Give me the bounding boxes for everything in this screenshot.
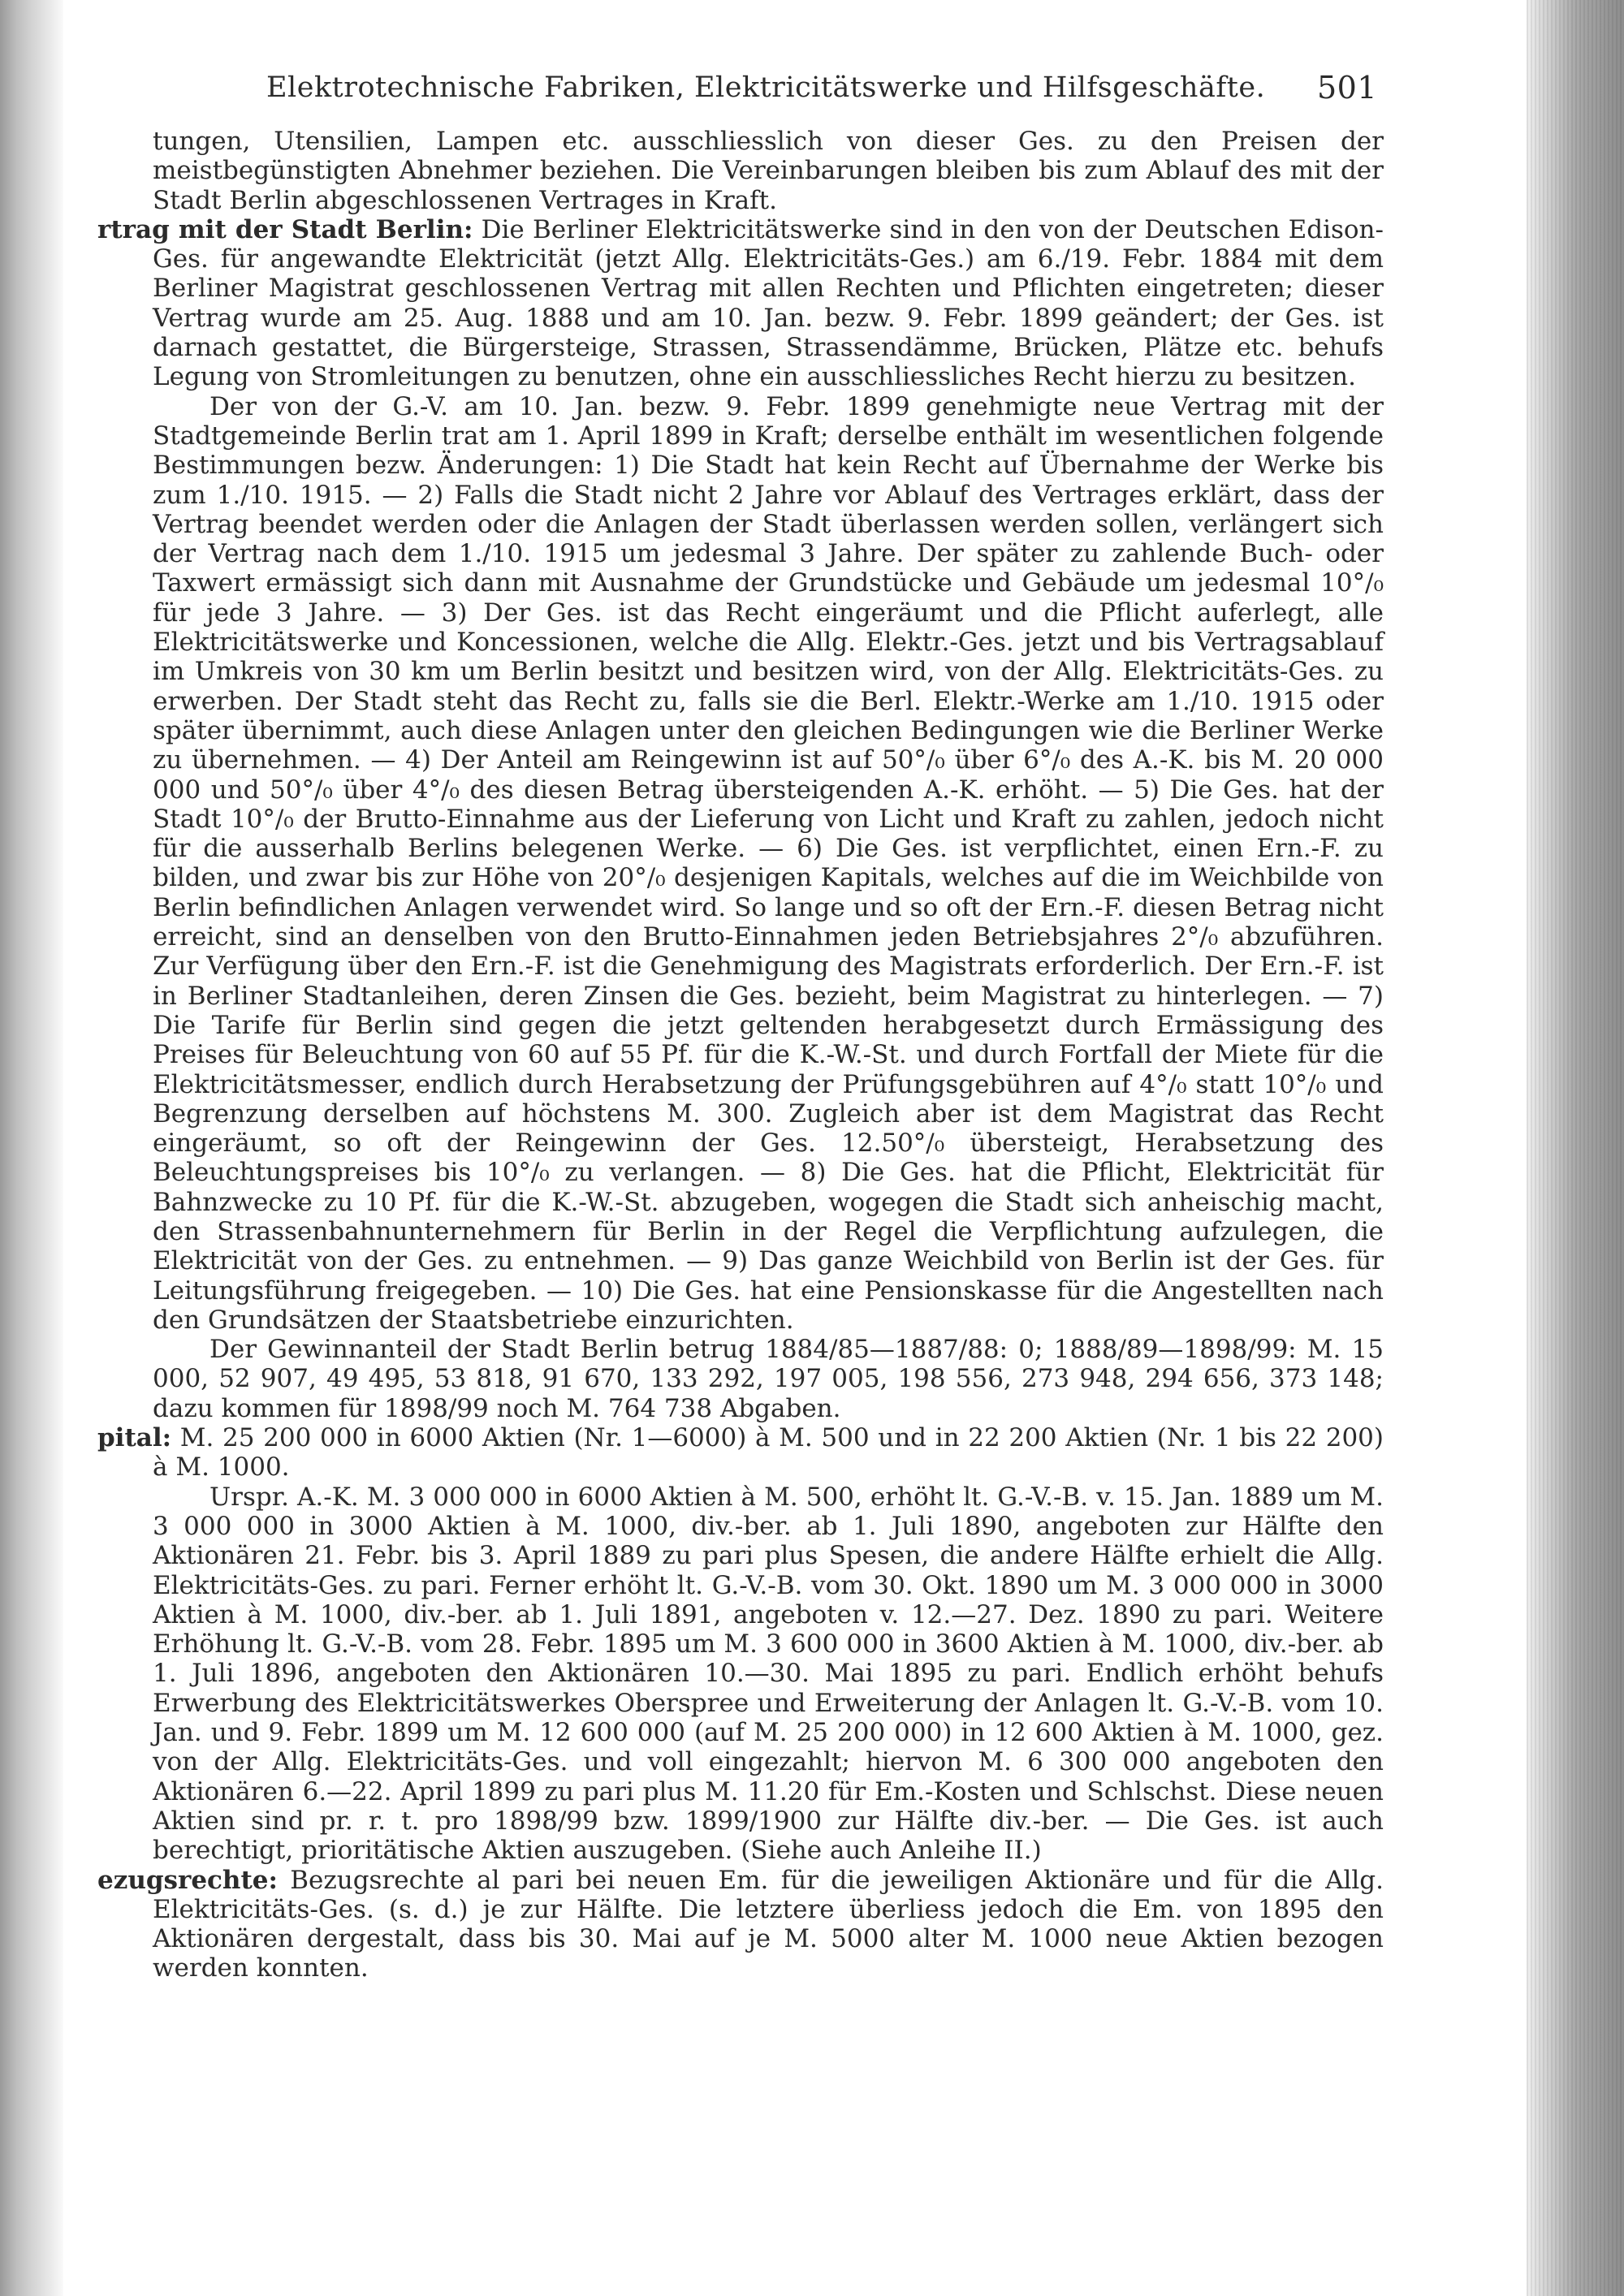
paragraph-neuer-vertrag: Der von der G.-V. am 10. Jan. bezw. 9. Febr. 1899 genehmigte neue Vertrag mit der Stadtgemeinde Berlin trat am 1. April 1899 in Kraft; derselbe enthält im wesentlichen folgende Bestimmungen bezw. Änderungen: 1) Die Stadt hat kein Recht auf Übernahme der Werke bis zum 1./10. 1915. — 2) Falls die Stadt nicht 2 Jahre vor Ablauf des Vertrages erklärt, dass der Vertrag beendet werden oder die Anlagen der Stadt überlassen werden sollen, verlängert sich der Vertrag nach dem 1./10. 1915 um jedesmal 3 Jahre. Der später zu zahlende Buch- oder Taxwert ermässigt sich dann mit Ausnahme der Grundstücke und Gebäude um jedesmal 10°/₀ für jede 3 Jahre. — 3) Der Ges. ist das Recht eingeräumt und die Pflicht auferlegt, alle Elektricitätswerke und Koncessionen, welche die Allg. Elektr.-Ges. jetzt und bis Vertragsablauf im Umkreis von 30 km um Berlin besitzt und besitzen wird, von der Allg. Elektricitäts-Ges. zu erwerben. Der Stadt steht das Recht zu, falls sie die Berl. Elektr.-Werke am 1./10. 1915 oder später übernimmt, auch diese Anlagen unter den gleichen Bedingungen wie die Berliner Werke zu übernehmen. — 4) Der Anteil am Reingewinn ist auf 50°/₀ über 6°/₀ des A.-K. bis M. 20 000 000 und 50°/₀ über 4°/₀ des diesen Betrag übersteigenden A.-K. erhöht. — 5) Die Ges. hat der Stadt 10°/₀ der Brutto-Einnahme aus der Lieferung von Licht und Kraft zu zahlen, jedoch nicht für die ausserhalb Berlins belegenen Werke. — 6) Die Ges. ist verpflichtet, einen Ern.-F. zu bilden, und zwar bis zur Höhe von 20°/₀ desjenigen Kapitals, welches auf die im Weichbilde von Berlin befindlichen Anlagen verwendet wird. So lange und so oft der Ern.-F. diesen Betrag nicht erreicht, sind an denselben von den Brutto-Einnahmen jeden Betriebsjahres 2°/₀ abzuführen. Zur Verfügung über den Ern.-F. ist die Genehmigung des Magistrats erforderlich. Der Ern.-F. ist in Berliner Stadtanleihen, deren Zinsen die Ges. bezieht, beim Magistrat zu hinterlegen. — 7) Die Tarife für Berlin sind gegen die jetzt geltenden herabgesetzt durch Ermässigung des Preises für Beleuchtung von 60 auf 55 Pf. für die K.-W.-St. und durch Fortfall der Miete für die Elektricitätsmesser, endlich durch Herabsetzung der Prüfungsgebühren auf 4°/₀ statt 10°/₀ und Begrenzung derselben auf höchstens M. 300. Zugleich aber ist dem Magistrat das Recht eingeräumt, so oft der Reingewinn der Ges. 12.50°/₀ übersteigt, Herabsetzung des Beleuchtungspreises bis 10°/₀ zu verlangen. — 8) Die Ges. hat die Pflicht, Elektricität für Bahnzwecke zu 10 Pf. für die K.-W.-St. abzugeben, wogegen die Stadt sich anheischig macht, den Strassenbahnunternehmern für Berlin in der Regel die Verpflichtung aufzulegen, die Elektricität von der Ges. zu entnehmen. — 9) Das ganze Weichbild von Berlin ist der Ges. für Leitungsführung freigegeben. — 10) Die Ges. hat eine Pensionskasse für die Angestellten nach den Grundsätzen der Staatsbetriebe einzurichten. xyxy=(153,391,1384,1335)
paragraph-urspr-ak: Urspr. A.-K. M. 3 000 000 in 6000 Aktien à M. 500, erhöht lt. G.-V.-B. v. 15. Jan. 1889 um M. 3 000 000 in 3000 Aktien à M. 1000, div.-ber. ab 1. Juli 1890, angeboten zur Hälfte den Aktionären 21. Febr. bis 3. April 1889 zu pari plus Spesen, die andere Hälfte erhielt die Allg. Elektricitäts-Ges. zu pari. Ferner erhöht lt. G.-V.-B. vom 30. Okt. 1890 um M. 3 000 000 in 3000 Aktien à M. 1000, div.-ber. ab 1. Juli 1891, angeboten v. 12.—27. Dez. 1890 zu pari. Weitere Erhöhung lt. G.-V.-B. vom 28. Febr. 1895 um M. 3 600 000 in 3600 Aktien à M. 1000, div.-ber. ab 1. Juli 1896, angeboten den Aktionären 10.—30. Mai 1895 zu pari. Endlich erhöht behufs Erwerbung des Elektricitätswerkes Oberspree und Erweiterung der Anlagen lt. G.-V.-B. vom 10. Jan. und 9. Febr. 1899 um M. 12 600 000 (auf M. 25 200 000) in 12 600 Aktien à M. 1000, gez. von der Allg. Elektricitäts-Ges. und voll eingezahlt; hiervon M. 6 300 000 angeboten den Aktionären 6.—22. April 1899 zu pari plus M. 11.20 für Em.-Kosten und Schlschst. Diese neuen Aktien sind pr. r. t. pro 1898/99 bzw. 1899/1900 zur Hälfte div.-ber. — Die Ges. ist auch berechtigt, prioritätische Aktien auszugeben. (Siehe auch Anleihe II.) xyxy=(153,1482,1384,1866)
body-text xyxy=(97,127,1384,1983)
kapital-text: M. 25 200 000 in 6000 Aktien (Nr. 1—6000) à M. 500 und in 22 200 Aktien (Nr. 1 bis 22 200) à M. 1000. xyxy=(153,1423,1384,1482)
paragraph-vertrag xyxy=(97,214,1384,392)
bezugsrechte-heading: ezugsrechte: xyxy=(97,1865,278,1895)
running-header xyxy=(153,65,1384,112)
scan-left-margin xyxy=(0,0,63,2296)
bezugsrechte-text: Bezugsrechte al pari bei neuen Em. für die jeweiligen Aktionäre und für die Allg. Elektricitäts-Ges. (s. d.) je zur Hälfte. Die letztere überliess jedoch die Em. von 1895 den Aktionären dergestalt, dass bis 30. Mai auf je M. 5000 alter M. 1000 neue Aktien bezogen werden konnten. xyxy=(153,1865,1384,1983)
document-page xyxy=(97,65,1384,1983)
paragraph-kapital xyxy=(97,1423,1384,1482)
vertrag-text: Die Berliner Elektricitätswerke sind in den von der Deutschen Edison-Ges. für angewandte Elektricität (jetzt Allg. Elektricitäts-Ges.) am 6./19. Febr. 1884 mit dem Berliner Magistrat geschlossenen Vertrag mit allen Rechten und Pflichten eingetreten; dieser Vertrag wurde am 25. Aug. 1888 und am 10. Jan. bezw. 9. Febr. 1899 geändert; der Ges. ist darnach gestattet, die Bürgersteige, Strassen, Strassendämme, Brücken, Plätze etc. behufs Legung von Stromleitungen zu benutzen, ohne ein ausschliessliches Recht hierzu zu besitzen. xyxy=(153,214,1384,392)
page-number: 501 xyxy=(1316,70,1377,106)
vertrag-heading: rtrag mit der Stadt Berlin: xyxy=(97,214,473,244)
paragraph-gewinnanteil: Der Gewinnanteil der Stadt Berlin betrug 1884/85—1887/88: 0; 1888/89—1898/99: M. 15 000, 52 907, 49 495, 53 818, 91 670, 133 292, 197 005, 198 556, 273 948, 294 656, 373 148; dazu kommen für 1898/99 noch M. 764 738 Abgaben. xyxy=(153,1335,1384,1423)
scan-right-margin xyxy=(1527,0,1624,2296)
kapital-heading: pital: xyxy=(97,1423,172,1453)
paragraph-utensilien: tungen, Utensilien, Lampen etc. ausschliesslich von dieser Ges. zu den Preisen der meistbegünstigten Abnehmer beziehen. Die Vereinbarungen bleiben bis zum Ablauf des mit der Stadt Berlin abgeschlossenen Vertrages in Kraft. xyxy=(153,127,1384,215)
paragraph-bezugsrechte xyxy=(97,1865,1384,1983)
header-title: Elektrotechnische Fabriken, Elektricitätswerke und Hilfsgeschäfte. xyxy=(266,71,1266,104)
